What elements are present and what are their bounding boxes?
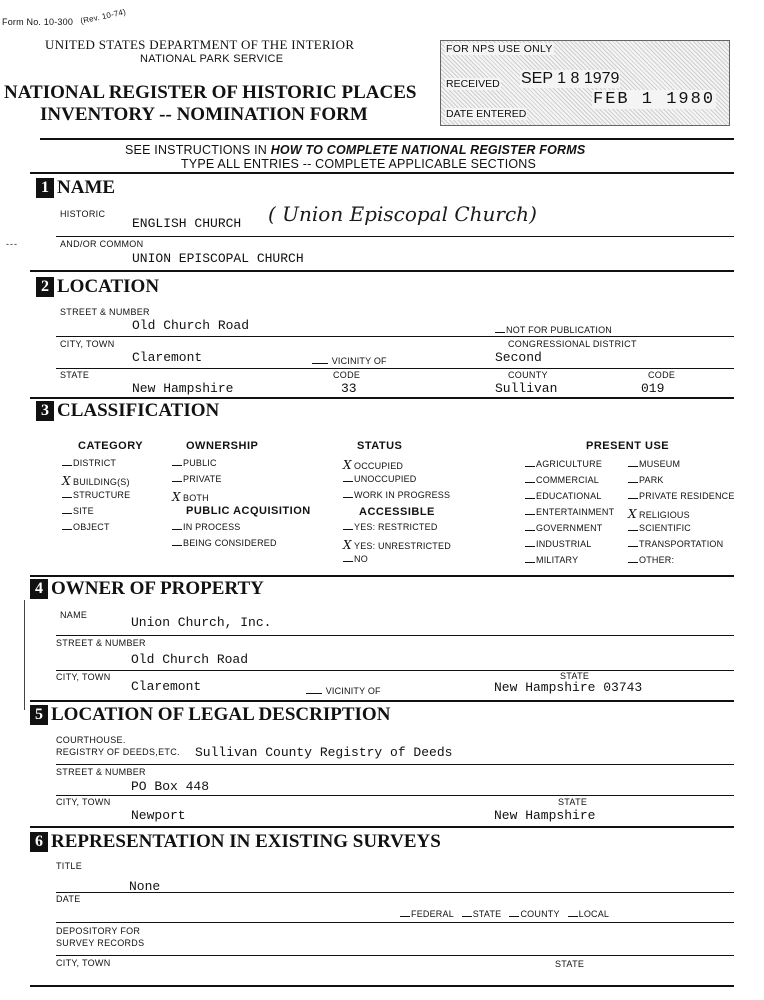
owner-city-label: CITY, TOWN <box>56 672 111 682</box>
city-value: Claremont <box>132 350 203 365</box>
section-title: OWNER OF PROPERTY <box>51 578 264 599</box>
check-mark: X <box>343 538 352 552</box>
divider <box>56 368 734 369</box>
registry-state-label: STATE <box>558 797 588 807</box>
date-entered-label: DATE ENTERED <box>446 108 527 120</box>
check-mark <box>525 546 535 547</box>
accessible-option-label: YES: RESTRICTED <box>354 522 438 532</box>
present-use-option-label: PRIVATE RESIDENCE <box>639 491 735 501</box>
federal-option: FEDERAL <box>411 909 454 919</box>
check-mark <box>172 545 182 546</box>
county-value: Sullivan <box>495 381 558 396</box>
check-mark <box>628 466 638 467</box>
present-use-option <box>525 539 592 549</box>
form-title-line2: INVENTORY -- NOMINATION FORM <box>40 104 368 125</box>
present-use-option-label: MILITARY <box>536 555 579 565</box>
public-acquisition-heading: PUBLIC ACQUISITION <box>186 505 311 517</box>
not-for-publication <box>495 325 612 335</box>
present-use-option-label: GOVERNMENT <box>536 523 603 533</box>
present-use-option <box>525 491 602 501</box>
margin-rule <box>24 600 25 710</box>
divider <box>56 670 734 671</box>
divider <box>56 922 734 923</box>
present-use-option <box>628 539 723 549</box>
section-number: 3 <box>36 401 54 421</box>
section-2-heading <box>36 277 159 297</box>
check-mark <box>525 466 535 467</box>
check-mark: X <box>172 490 181 504</box>
present-use-option <box>628 555 674 565</box>
acquisition-option-label: IN PROCESS <box>183 522 241 532</box>
registry-label: REGISTRY OF DEEDS,ETC. <box>56 747 180 757</box>
category-option <box>62 490 130 500</box>
survey-level-options <box>400 909 609 919</box>
service-name: NATIONAL PARK SERVICE <box>140 53 284 65</box>
category-option-label: BUILDING(S) <box>73 477 130 487</box>
accessible-option <box>343 538 451 552</box>
section-number: 4 <box>30 579 48 599</box>
vicinity-of <box>312 356 387 366</box>
owner-name-value: Union Church, Inc. <box>131 615 272 630</box>
check-mark: X <box>343 458 352 472</box>
divider <box>30 826 734 828</box>
divider <box>30 985 734 987</box>
divider <box>30 172 734 174</box>
not-for-publication-label: NOT FOR PUBLICATION <box>506 325 612 335</box>
section-6-heading <box>30 832 441 852</box>
check-mark: X <box>62 474 71 488</box>
acquisition-option <box>172 522 241 532</box>
check-mark <box>172 465 182 466</box>
check-mark <box>525 514 535 515</box>
section-1-heading <box>36 178 115 198</box>
historic-name-value: ENGLISH CHURCH <box>132 216 242 231</box>
survey-date-label: DATE <box>56 894 81 904</box>
check-mark <box>343 529 353 530</box>
present-use-option-label: ENTERTAINMENT <box>536 507 615 517</box>
section-number: 2 <box>36 277 54 297</box>
owner-vicinity-of <box>306 686 381 696</box>
county-option: COUNTY <box>520 909 560 919</box>
received-date-stamp: SEP 1 8 1979 <box>521 70 620 87</box>
check-mark <box>525 530 535 531</box>
status-option-label: OCCUPIED <box>354 461 404 471</box>
divider <box>30 270 734 272</box>
check-mark <box>628 546 638 547</box>
check-mark <box>172 481 182 482</box>
present-use-heading: PRESENT USE <box>586 440 670 452</box>
ownership-heading: OWNERSHIP <box>186 440 259 452</box>
section-3-heading <box>36 401 219 421</box>
depository-label: DEPOSITORY FOR <box>56 926 141 936</box>
owner-street-value: Old Church Road <box>131 652 249 667</box>
section-title: REPRESENTATION IN EXISTING SURVEYS <box>51 831 441 852</box>
vicinity-label: VICINITY OF <box>325 686 381 696</box>
check-mark <box>62 497 72 498</box>
category-option <box>62 522 110 532</box>
divider <box>30 397 734 399</box>
owner-street-label: STREET & NUMBER <box>56 638 146 648</box>
check-mark <box>525 482 535 483</box>
check-mark <box>62 529 72 530</box>
entered-date-stamp: FEB 1 1980 <box>593 90 716 109</box>
category-option-label: STRUCTURE <box>73 490 131 500</box>
status-option-label: WORK IN PROGRESS <box>354 490 451 500</box>
common-name-value: UNION EPISCOPAL CHURCH <box>132 251 304 266</box>
present-use-option-label: RELIGIOUS <box>639 510 690 520</box>
form-number: Form No. 10-300 <box>2 17 74 27</box>
state-code-value: 33 <box>341 381 357 396</box>
check-mark <box>62 513 72 514</box>
section-number: 6 <box>30 832 48 852</box>
present-use-option-label: EDUCATIONAL <box>536 491 602 501</box>
check-mark <box>628 482 638 483</box>
present-use-option-label: INDUSTRIAL <box>536 539 592 549</box>
present-use-option <box>628 507 690 521</box>
county-code-label: CODE <box>648 370 676 380</box>
acquisition-option-label: BEING CONSIDERED <box>183 538 277 548</box>
ownership-option <box>172 490 209 504</box>
accessible-option <box>343 522 438 532</box>
registry-value: Sullivan County Registry of Deeds <box>195 745 453 760</box>
status-option <box>343 474 417 484</box>
divider <box>56 955 734 956</box>
congressional-district-label: CONGRESSIONAL DISTRICT <box>508 339 637 349</box>
congressional-district-value: Second <box>495 350 542 365</box>
check-mark <box>525 562 535 563</box>
status-heading: STATUS <box>357 440 403 452</box>
divider <box>40 138 734 140</box>
status-option <box>343 458 403 472</box>
divider <box>56 635 734 636</box>
registry-state-value: New Hampshire <box>494 808 596 823</box>
present-use-option <box>628 491 735 501</box>
registry-street-label: STREET & NUMBER <box>56 767 146 777</box>
present-use-option-label: COMMERCIAL <box>536 475 600 485</box>
section-title: CLASSIFICATION <box>57 400 220 421</box>
category-option-label: OBJECT <box>73 522 110 532</box>
present-use-option <box>525 475 599 485</box>
check-mark <box>628 498 638 499</box>
present-use-option-label: OTHER: <box>639 555 675 565</box>
category-option <box>62 458 116 468</box>
present-use-option <box>525 459 602 469</box>
instructions-line2: TYPE ALL ENTRIES -- COMPLETE APPLICABLE SECTIONS <box>181 157 537 171</box>
category-heading: CATEGORY <box>78 440 144 452</box>
section-number: 1 <box>36 178 54 198</box>
ownership-option <box>172 458 217 468</box>
survey-city-label: CITY, TOWN <box>56 958 111 968</box>
historic-label: HISTORIC <box>60 209 106 219</box>
registry-city-value: Newport <box>131 808 186 823</box>
instructions-line1 <box>125 143 585 157</box>
category-option <box>62 474 130 488</box>
present-use-option <box>525 523 603 533</box>
check-mark <box>628 530 638 531</box>
accessible-option <box>343 554 368 564</box>
vicinity-label: VICINITY OF <box>331 356 387 366</box>
form-revision: (Rev. 10-74) <box>79 7 127 26</box>
present-use-option <box>628 475 664 485</box>
received-label: RECEIVED <box>446 78 500 90</box>
margin-dash: --- <box>6 239 18 249</box>
ownership-option <box>172 474 222 484</box>
owner-state-value: New Hampshire 03743 <box>494 680 643 695</box>
state-code-label: CODE <box>333 370 361 380</box>
county-label: COUNTY <box>508 370 548 380</box>
acquisition-option <box>172 538 277 548</box>
survey-title-label: TITLE <box>56 861 83 871</box>
courthouse-label: COURTHOUSE. <box>56 735 126 745</box>
divider <box>56 336 734 337</box>
county-code-value: 019 <box>641 381 665 396</box>
registry-city-label: CITY, TOWN <box>56 797 111 807</box>
local-option: LOCAL <box>578 909 610 919</box>
accessible-option-label: NO <box>354 554 368 564</box>
ownership-option-label: PRIVATE <box>183 474 222 484</box>
section-title: NAME <box>57 177 116 198</box>
historic-name-handwritten: ( Union Episcopal Church) <box>268 202 537 226</box>
category-option-label: SITE <box>73 506 94 516</box>
owner-name-label: NAME <box>60 610 88 620</box>
present-use-option <box>628 459 680 469</box>
accessible-heading: ACCESSIBLE <box>359 506 435 518</box>
form-title-line1: NATIONAL REGISTER OF HISTORIC PLACES <box>4 82 417 103</box>
survey-state-label: STATE <box>555 959 585 969</box>
check-mark <box>343 561 353 562</box>
check-mark <box>172 529 182 530</box>
state-option: STATE <box>472 909 502 919</box>
instructions-prefix: SEE INSTRUCTIONS IN <box>125 143 271 157</box>
present-use-option <box>525 507 614 517</box>
city-label: CITY, TOWN <box>60 339 115 349</box>
category-option <box>62 506 94 516</box>
registry-street-value: PO Box 448 <box>131 779 210 794</box>
ownership-option-label: PUBLIC <box>183 458 217 468</box>
street-label: STREET & NUMBER <box>60 307 150 317</box>
section-number: 5 <box>30 705 48 725</box>
check-mark <box>62 465 72 466</box>
check-mark <box>525 498 535 499</box>
accessible-option-label: YES: UNRESTRICTED <box>354 541 451 551</box>
status-option <box>343 490 450 500</box>
nps-box-label: FOR NPS USE ONLY <box>446 43 553 55</box>
present-use-option <box>525 555 578 565</box>
present-use-option-label: SCIENTIFIC <box>639 523 692 533</box>
department-name: UNITED STATES DEPARTMENT OF THE INTERIOR <box>45 37 355 52</box>
section-4-heading <box>30 579 264 599</box>
check-mark <box>343 481 353 482</box>
status-option-label: UNOCCUPIED <box>354 474 417 484</box>
section-title: LOCATION OF LEGAL DESCRIPTION <box>51 704 391 725</box>
ownership-option-label: BOTH <box>183 493 209 503</box>
present-use-option-label: MUSEUM <box>639 459 681 469</box>
check-mark: X <box>628 507 637 521</box>
divider <box>30 575 734 577</box>
survey-records-label: SURVEY RECORDS <box>56 938 145 948</box>
category-option-label: DISTRICT <box>73 458 117 468</box>
owner-city-value: Claremont <box>131 679 202 694</box>
divider <box>56 795 734 796</box>
divider <box>30 700 734 702</box>
present-use-option <box>628 523 691 533</box>
common-label: AND/OR COMMON <box>60 239 144 249</box>
present-use-option-label: TRANSPORTATION <box>639 539 724 549</box>
instructions-title: HOW TO COMPLETE NATIONAL REGISTER FORMS <box>270 143 586 157</box>
street-value: Old Church Road <box>132 318 250 333</box>
survey-title-value: None <box>129 879 161 894</box>
present-use-option-label: PARK <box>639 475 664 485</box>
divider <box>56 892 734 893</box>
state-label: STATE <box>60 370 90 380</box>
owner-state-label: STATE <box>560 671 590 681</box>
check-mark <box>628 562 638 563</box>
state-value: New Hampshire <box>132 381 234 396</box>
present-use-option-label: AGRICULTURE <box>536 459 603 469</box>
section-5-heading <box>30 705 390 725</box>
divider <box>56 764 734 765</box>
divider <box>56 236 734 237</box>
check-mark <box>343 497 353 498</box>
section-title: LOCATION <box>57 276 160 297</box>
